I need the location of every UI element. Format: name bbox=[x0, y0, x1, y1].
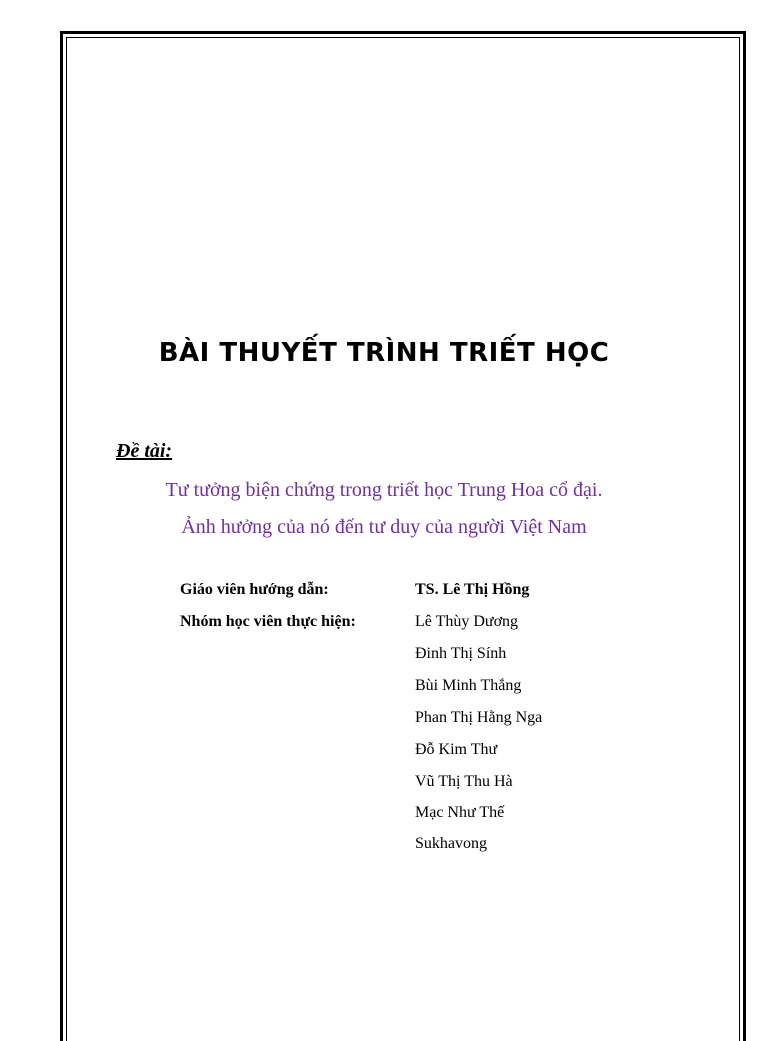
group-member: Sukhavong bbox=[415, 835, 487, 852]
page-border-inner bbox=[66, 37, 740, 1041]
group-member: Vũ Thị Thu Hà bbox=[415, 773, 513, 790]
document-title: BÀI THUYẾT TRÌNH TRIẾT HỌC bbox=[158, 338, 610, 368]
topic-line-2: Ảnh hưởng của nó đến tư duy của người Việt Nam bbox=[181, 516, 587, 538]
group-member: Mạc Như Thế bbox=[415, 804, 505, 821]
group-member: Đỗ Kim Thư bbox=[415, 741, 498, 758]
group-member: Bùi Minh Thắng bbox=[415, 677, 522, 694]
group-member: Đinh Thị Sính bbox=[415, 645, 507, 662]
supervisor-name: TS. Lê Thị Hồng bbox=[415, 581, 530, 598]
group-member: Phan Thị Hằng Nga bbox=[415, 709, 543, 726]
topic-label: Đề tài: bbox=[116, 440, 173, 462]
supervisor-label: Giáo viên hướng dẫn: bbox=[180, 581, 329, 598]
topic-line-1: Tư tưởng biện chứng trong triết học Trung Hoa cổ đại. bbox=[165, 479, 603, 501]
group-member: Lê Thùy Dương bbox=[415, 613, 519, 630]
group-label: Nhóm học viên thực hiện: bbox=[180, 613, 356, 630]
